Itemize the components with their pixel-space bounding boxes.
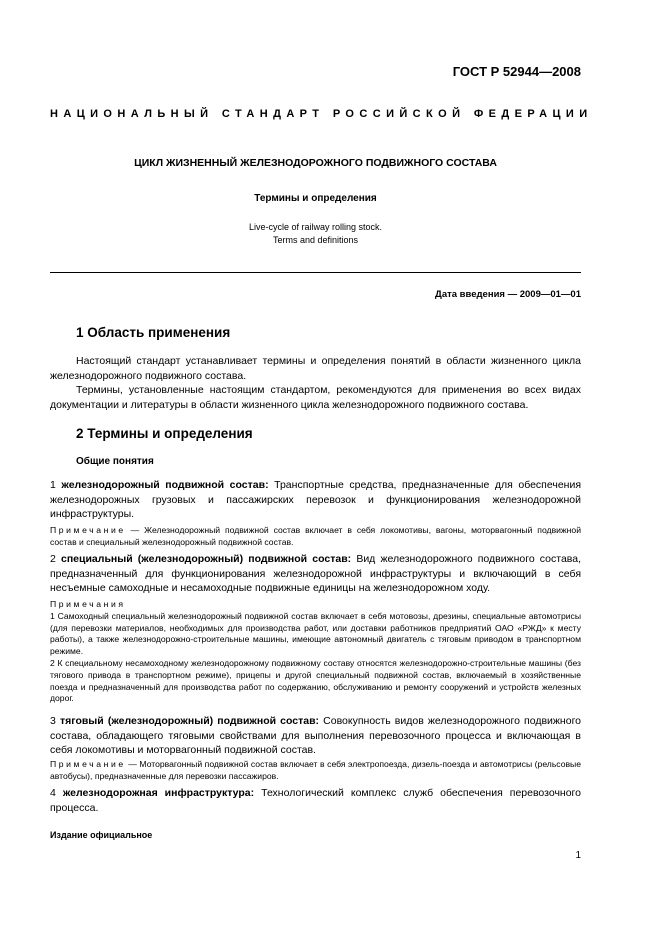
term-2 (50, 552, 581, 596)
note-label: Примечание (50, 525, 126, 535)
term-name: железнодорожная инфраструктура: (62, 787, 255, 799)
national-standard-banner: НАЦИОНАЛЬНЫЙ СТАНДАРТ РОССИЙСКОЙ ФЕДЕРАЦИИ (50, 108, 593, 120)
document-title: ЦИКЛ ЖИЗНЕННЫЙ ЖЕЛЕЗНОДОРОЖНОГО ПОДВИЖНОГО СОСТАВА (134, 157, 497, 169)
english-title (50, 221, 581, 247)
term-number: 2 (50, 553, 56, 565)
term-1-note (50, 525, 581, 549)
term-3-note (50, 759, 581, 783)
gost-code: ГОСТ Р 52944—2008 (452, 64, 581, 79)
term-name: железнодорожный подвижной состав: (61, 479, 269, 491)
english-title-line-2: Terms and definitions (272, 235, 359, 245)
term-4 (50, 786, 581, 815)
term-1 (50, 478, 581, 522)
term-2-notes (50, 599, 581, 705)
document-subtitle: Термины и определения (254, 193, 377, 204)
term-definition: Вид железнодорожного подвижного состава, предназначенный для функционирования железнодорожной инфраструктуры и включающий в себя несъемные самоходные и несамоходные подвижные единицы на железнодорожном ходу. (50, 553, 582, 594)
term-definition: Транспортные средства, предназначенные для обеспечения железнодорожных грузовых и пассажирских перевозок и функционирования железнодорожной инфраструктуры. (50, 479, 582, 520)
note-item-2: 2 К специальному несамоходному железнодорожному подвижному составу относятся железнодорожно-строительные машины (без тягового привода в транспортном режиме), прицепы и другой специальный подвижной состав, включаемый в хозяйственные поезда и предназначенный для производства работ по содержанию, обслуживанию и ремонту сооружений и устройств железных дорог. (50, 657, 581, 704)
section-1-paragraph-2: Термины, установленные настоящим стандартом, рекомендуются для применения во всех видах документации и литературы в области жизненного цикла железнодорожного подвижного состава. (50, 384, 581, 411)
section-2-heading: 2 Термины и определения (76, 426, 253, 441)
header-divider (50, 272, 581, 273)
note-label: Примечание (50, 759, 126, 769)
introduction-date: Дата введения — 2009—01—01 (435, 289, 581, 300)
term-3 (50, 714, 581, 758)
english-title-line-1: Live-cycle of railway rolling stock. (248, 222, 383, 232)
term-definition: Технологический комплекс служб обеспечения перевозочного процесса. (50, 787, 581, 814)
notes-label: Примечания (50, 599, 126, 609)
term-number: 1 (50, 479, 56, 491)
term-name: тяговый (железнодорожный) подвижной состав: (59, 715, 320, 727)
note-item-1: 1 Самоходный специальный железнодорожный подвижной состав включает в себя мотовозы, дрезины, специальные автомотрисы (для перевозки материалов, необходимых для производства работ, или доставки работников предприятий ОАО «РЖД» к месту работы), а также железнодорожно-строительные машины, имеющие автономный двигатель с тяговым приводом в транспортном режиме. (50, 610, 581, 657)
section-1-paragraph-1: Настоящий стандарт устанавливает термины и определения понятий в области жизненного цикла железнодорожного подвижного состава. (50, 355, 581, 382)
term-number: 3 (50, 715, 56, 727)
page-number: 1 (575, 850, 581, 861)
general-concepts-subheading: Общие понятия (76, 456, 154, 467)
term-name: специальный (железнодорожный) подвижной состав: (61, 553, 352, 565)
note-text: — Железнодорожный подвижной состав включает в себя локомотивы, вагоны, моторвагонный подвижной состав и специальный железнодорожный подвижной состав. (50, 525, 582, 547)
term-number: 4 (50, 787, 56, 799)
section-1-heading: 1 Область применения (76, 325, 231, 340)
term-definition: Совокупность видов железнодорожного подвижного состава, обладающего тяговыми свойствами для выполнения перевозочного процесса и включающая в себя локомотивы и моторвагонный подвижной состав. (50, 715, 582, 756)
note-text: — Моторвагонный подвижной состав включает в себя электропоезда, дизель-поезда и автомотрисы (рельсовые автобусы), предназначенные для перевозки пассажиров. (50, 759, 581, 781)
official-edition-label: Издание официальное (50, 830, 153, 840)
